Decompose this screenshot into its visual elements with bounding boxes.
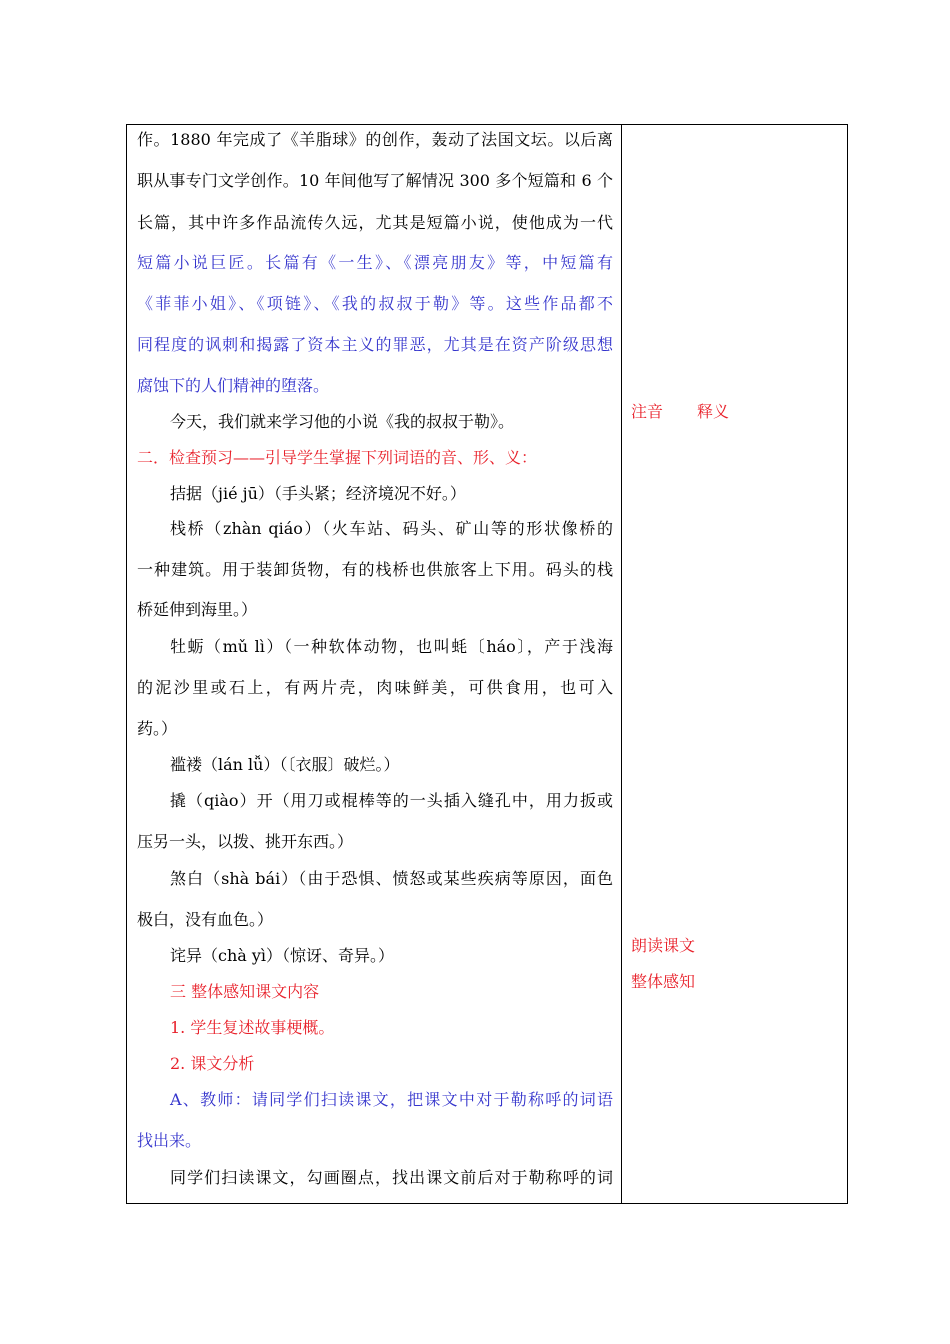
text-line: 今天，我们就来学习他的小说《我的叔叔于勒》。: [170, 412, 515, 431]
vocab-item: 诧异（chà yì）（惊讶、奇异。）: [170, 946, 395, 965]
vocab-item: 牡蛎（mǔ lì）（一种软体动物，也叫蚝〔háo〕，产于浅海: [170, 637, 613, 656]
section-heading: 三 整体感知课文内容: [170, 982, 320, 1001]
text-line: 桥延伸到海里。）: [137, 600, 258, 619]
text-line: 作。1880 年完成了《羊脂球》的创作，轰动了法国文坛。以后离: [137, 130, 613, 149]
vocab-item: 撬（qiào）开（用刀或棍棒等的一头插入缝孔中，用力扳或: [170, 791, 613, 810]
text-line: 同学们扫读课文，勾画圈点，找出课文前后对于勒称呼的词: [170, 1168, 613, 1187]
list-item: 1. 学生复述故事梗概。: [170, 1018, 335, 1037]
text-line: 极白，没有血色。）: [137, 910, 274, 929]
annotation-meaning: 释义: [697, 402, 730, 421]
vocab-item: 拮据（jié jū）（手头紧；经济境况不好。）: [170, 484, 466, 503]
text-line: 药。）: [137, 719, 178, 738]
text-line: 压另一头，以拨、挑开东西。）: [137, 832, 354, 851]
annotation: [631, 402, 729, 422]
section-heading: 二．检查预习——引导学生掌握下列词语的音、形、义：: [137, 448, 538, 467]
text-line: 职从事专门文学创作。10 年间他写了解情况 300 多个短篇和 6 个: [137, 171, 613, 190]
annotation-overall: 整体感知: [631, 972, 696, 991]
column-divider: [621, 125, 622, 1203]
text-line: 一种建筑。用于装卸货物，有的栈桥也供旅客上下用。码头的栈: [137, 560, 613, 579]
text-line: 长篇，其中许多作品流传久远，尤其是短篇小说，使他成为一代: [137, 213, 613, 232]
text-line: A、教师：请同学们扫读课文，把课文中对于勒称呼的词语: [170, 1090, 613, 1109]
vocab-item: 栈桥（zhàn qiáo）（火车站、码头、矿山等的形状像桥的: [170, 519, 613, 538]
vocab-item: 煞白（shà bái）（由于恐惧、愤怒或某些疾病等原因，面色: [170, 869, 613, 888]
vocab-item: 褴褛（lán lǚ）（〔衣服〕破烂。）: [170, 755, 400, 774]
text-line: 短篇小说巨匠。长篇有《一生》、《漂亮朋友》等，中短篇有: [137, 253, 613, 272]
text-line: 的泥沙里或石上，有两片壳，肉味鲜美，可供食用，也可入: [137, 678, 613, 697]
list-item: 2. 课文分析: [170, 1054, 255, 1073]
text-line: 找出来。: [137, 1131, 202, 1150]
text-line: 《菲菲小姐》、《项链》、《我的叔叔于勒》等。这些作品都不: [137, 294, 613, 313]
annotation-read-aloud: 朗读课文: [631, 936, 696, 955]
text-line: 同程度的讽刺和揭露了资本主义的罪恶，尤其是在资产阶级思想: [137, 335, 613, 354]
text-line: 腐蚀下的人们精神的堕落。: [137, 376, 330, 395]
lesson-table: [126, 124, 848, 1204]
annotation-pronunciation: 注音: [631, 402, 664, 421]
